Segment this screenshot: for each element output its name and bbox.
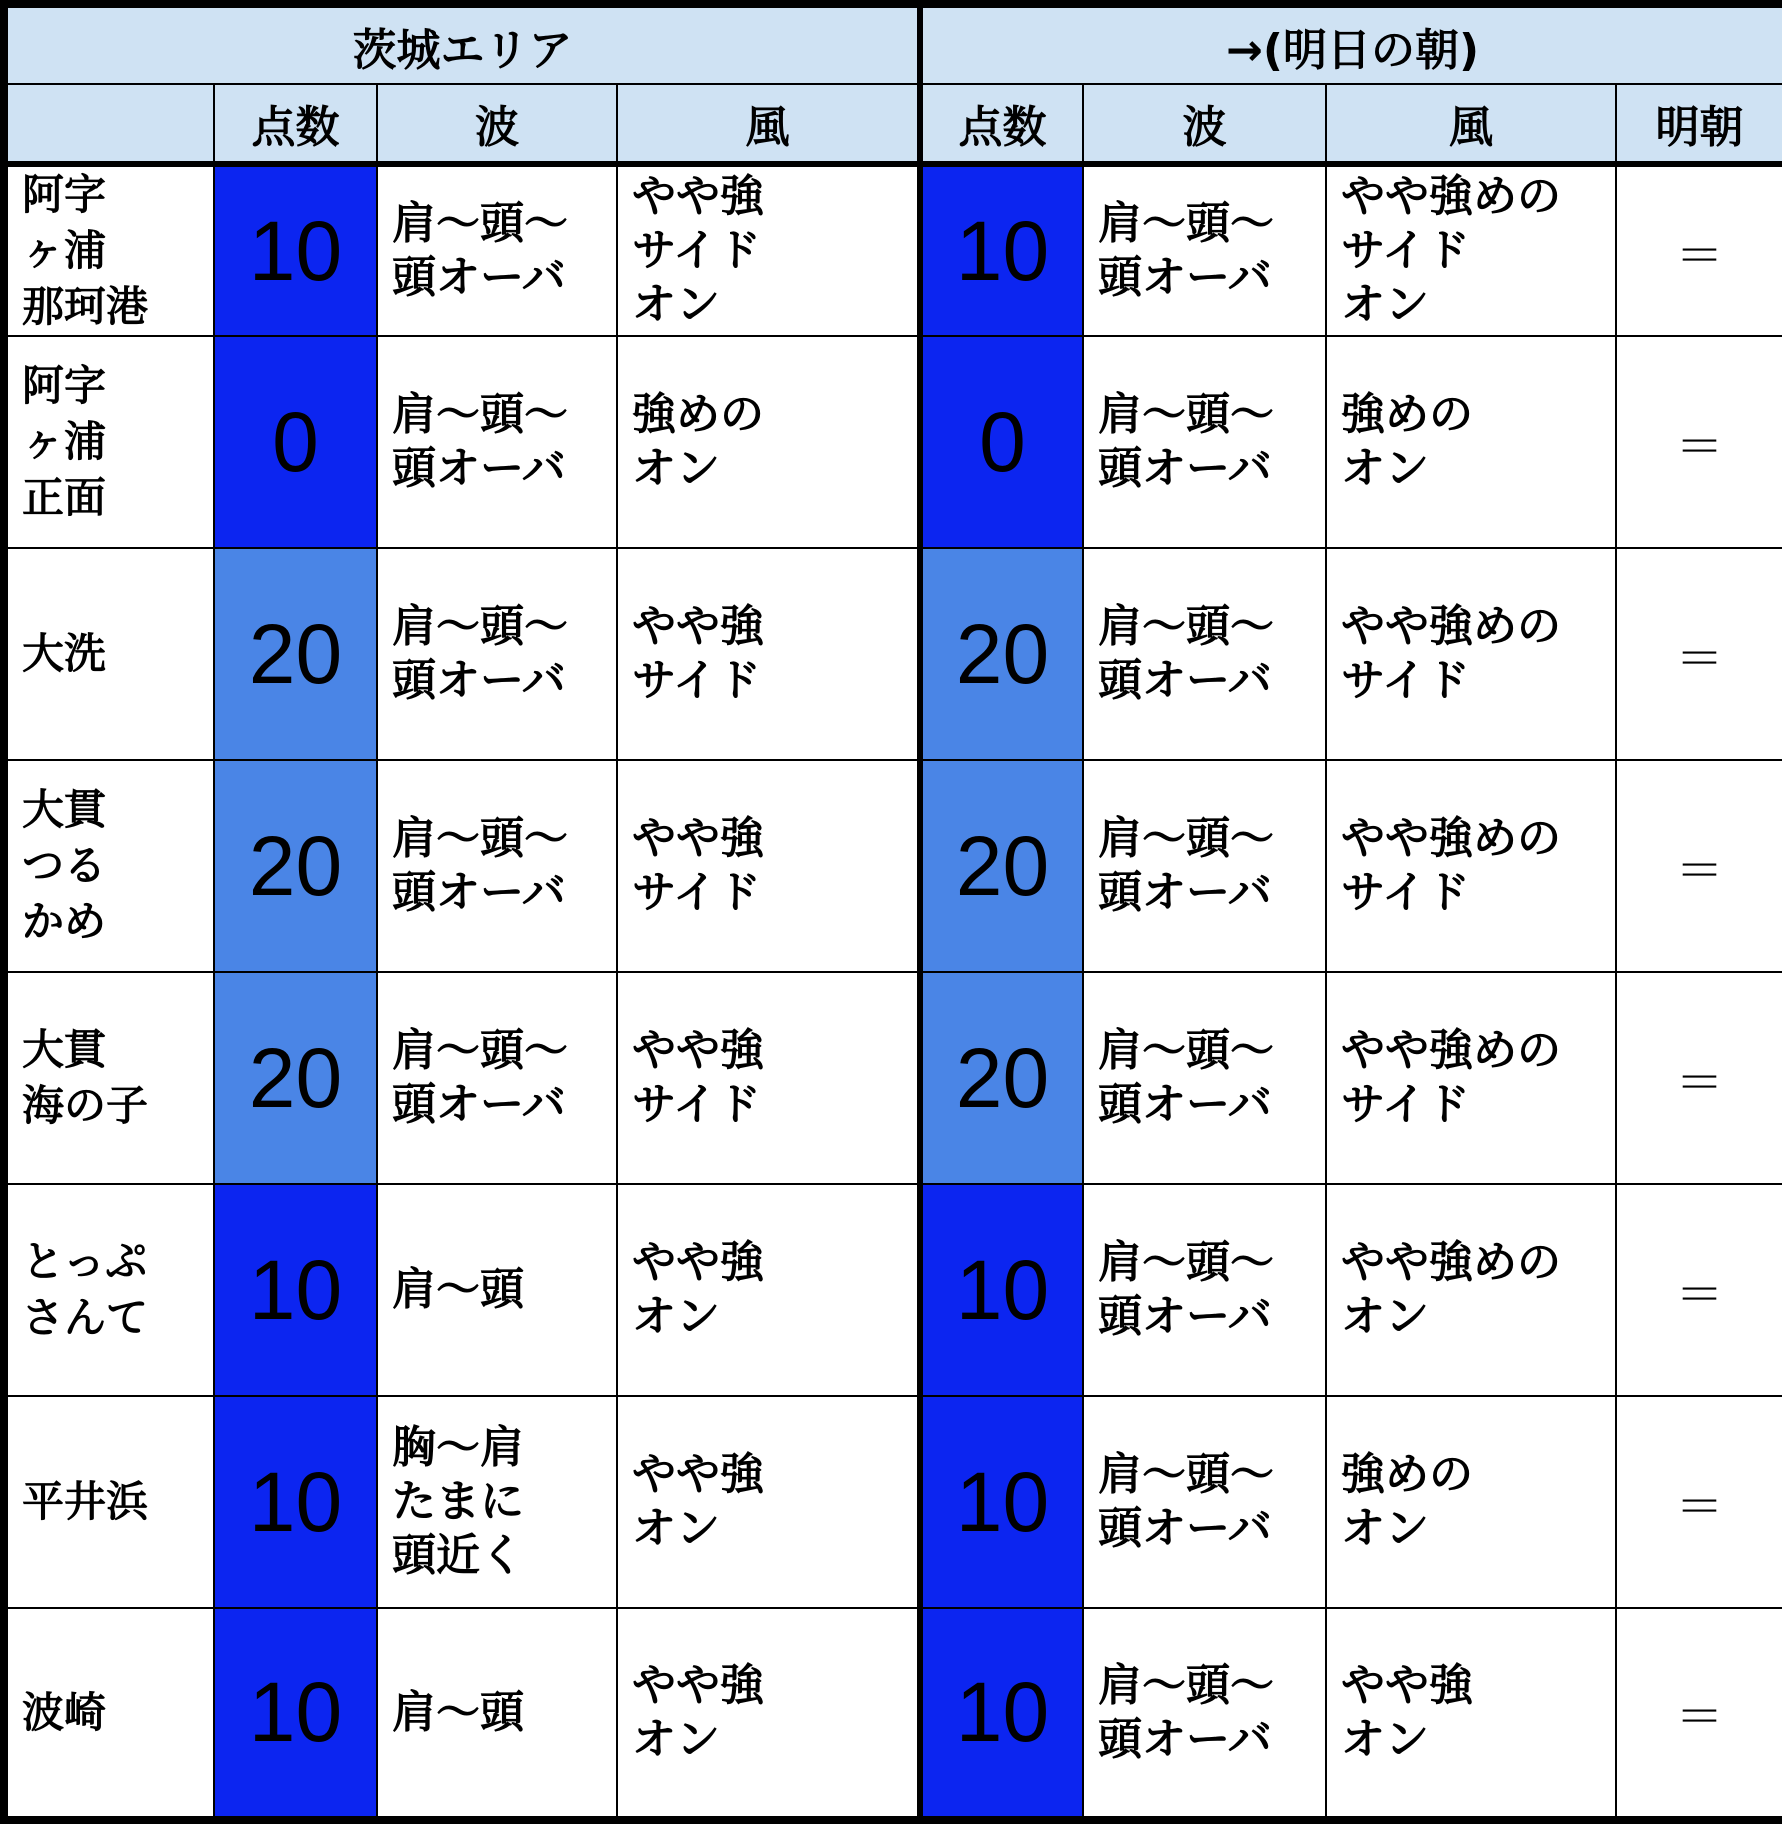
wind-tomorrow-cell: やや強めの オン	[1326, 1184, 1616, 1396]
column-header-wind-tomorrow: 風	[1326, 84, 1616, 164]
score-tomorrow-cell: 20	[920, 760, 1083, 972]
trend-cell: ＝	[1616, 972, 1782, 1184]
score-cell: 0	[214, 336, 377, 548]
wind-tomorrow-cell: やや強めの サイド	[1326, 760, 1616, 972]
spot-name: 大洗	[4, 548, 214, 760]
wave-cell: 胸～肩 たまに 頭近く	[377, 1396, 617, 1608]
trend-cell: ＝	[1616, 336, 1782, 548]
table-row	[4, 164, 1782, 336]
wave-tomorrow-cell: 肩～頭～ 頭オーバ	[1083, 1396, 1326, 1608]
column-header-wind: 風	[617, 84, 920, 164]
table-row	[4, 1608, 1782, 1820]
header-row-area	[4, 4, 1782, 84]
spot-name: 阿字 ヶ浦 那珂港	[4, 164, 214, 336]
score-tomorrow-cell: 20	[920, 972, 1083, 1184]
wind-cell: やや強 サイド	[617, 760, 920, 972]
table-row	[4, 972, 1782, 1184]
score-tomorrow-cell: 0	[920, 336, 1083, 548]
wave-cell: 肩～頭～ 頭オーバ	[377, 548, 617, 760]
wind-cell: やや強 サイド オン	[617, 164, 920, 336]
trend-cell: ＝	[1616, 1608, 1782, 1820]
score-cell: 10	[214, 1608, 377, 1820]
score-cell: 20	[214, 972, 377, 1184]
trend-cell: ＝	[1616, 548, 1782, 760]
wave-cell: 肩～頭～ 頭オーバ	[377, 760, 617, 972]
spot-name: 大貫 つる かめ	[4, 760, 214, 972]
wind-tomorrow-cell: やや強めの サイド	[1326, 548, 1616, 760]
trend-cell: ＝	[1616, 164, 1782, 336]
area-title: 茨城エリア	[4, 4, 920, 84]
wind-tomorrow-cell: やや強めの サイド	[1326, 972, 1616, 1184]
wave-tomorrow-cell: 肩～頭～ 頭オーバ	[1083, 336, 1326, 548]
column-header-score-tomorrow: 点数	[920, 84, 1083, 164]
score-cell: 10	[214, 1396, 377, 1608]
wind-tomorrow-cell: やや強めの サイド オン	[1326, 164, 1616, 336]
score-tomorrow-cell: 10	[920, 1396, 1083, 1608]
column-header-spot	[4, 84, 214, 164]
column-header-trend: 明朝	[1616, 84, 1782, 164]
column-header-wave: 波	[377, 84, 617, 164]
score-cell: 20	[214, 760, 377, 972]
wave-tomorrow-cell: 肩～頭～ 頭オーバ	[1083, 164, 1326, 336]
table-row	[4, 548, 1782, 760]
column-header-wave-tomorrow: 波	[1083, 84, 1326, 164]
column-header-score: 点数	[214, 84, 377, 164]
table-row	[4, 760, 1782, 972]
wind-cell: やや強 サイド	[617, 548, 920, 760]
score-tomorrow-cell: 10	[920, 1184, 1083, 1396]
trend-cell: ＝	[1616, 1396, 1782, 1608]
trend-cell: ＝	[1616, 1184, 1782, 1396]
spot-name: 大貫 海の子	[4, 972, 214, 1184]
wave-tomorrow-cell: 肩～頭～ 頭オーバ	[1083, 1608, 1326, 1820]
table-row	[4, 336, 1782, 548]
spot-name: 波崎	[4, 1608, 214, 1820]
wave-tomorrow-cell: 肩～頭～ 頭オーバ	[1083, 1184, 1326, 1396]
wind-cell: やや強 オン	[617, 1396, 920, 1608]
score-cell: 10	[214, 164, 377, 336]
wind-cell: やや強 オン	[617, 1608, 920, 1820]
tomorrow-title: →(明日の朝)	[920, 4, 1782, 84]
wind-cell: 強めの オン	[617, 336, 920, 548]
header-row-columns	[4, 84, 1782, 164]
wave-cell: 肩～頭	[377, 1184, 617, 1396]
table-row	[4, 1396, 1782, 1608]
wave-tomorrow-cell: 肩～頭～ 頭オーバ	[1083, 972, 1326, 1184]
spot-name: 阿字 ヶ浦 正面	[4, 336, 214, 548]
trend-cell: ＝	[1616, 760, 1782, 972]
score-tomorrow-cell: 10	[920, 164, 1083, 336]
wind-cell: やや強 オン	[617, 1184, 920, 1396]
wave-cell: 肩～頭～ 頭オーバ	[377, 164, 617, 336]
spot-name: とっぷ さんて	[4, 1184, 214, 1396]
wind-cell: やや強 サイド	[617, 972, 920, 1184]
wave-cell: 肩～頭～ 頭オーバ	[377, 336, 617, 548]
wave-cell: 肩～頭～ 頭オーバ	[377, 972, 617, 1184]
score-tomorrow-cell: 20	[920, 548, 1083, 760]
wave-cell: 肩～頭	[377, 1608, 617, 1820]
score-cell: 20	[214, 548, 377, 760]
score-tomorrow-cell: 10	[920, 1608, 1083, 1820]
wave-tomorrow-cell: 肩～頭～ 頭オーバ	[1083, 548, 1326, 760]
wave-tomorrow-cell: 肩～頭～ 頭オーバ	[1083, 760, 1326, 972]
wind-tomorrow-cell: 強めの オン	[1326, 336, 1616, 548]
score-cell: 10	[214, 1184, 377, 1396]
wind-tomorrow-cell: 強めの オン	[1326, 1396, 1616, 1608]
spot-name: 平井浜	[4, 1396, 214, 1608]
table-row	[4, 1184, 1782, 1396]
wind-tomorrow-cell: やや強 オン	[1326, 1608, 1616, 1820]
